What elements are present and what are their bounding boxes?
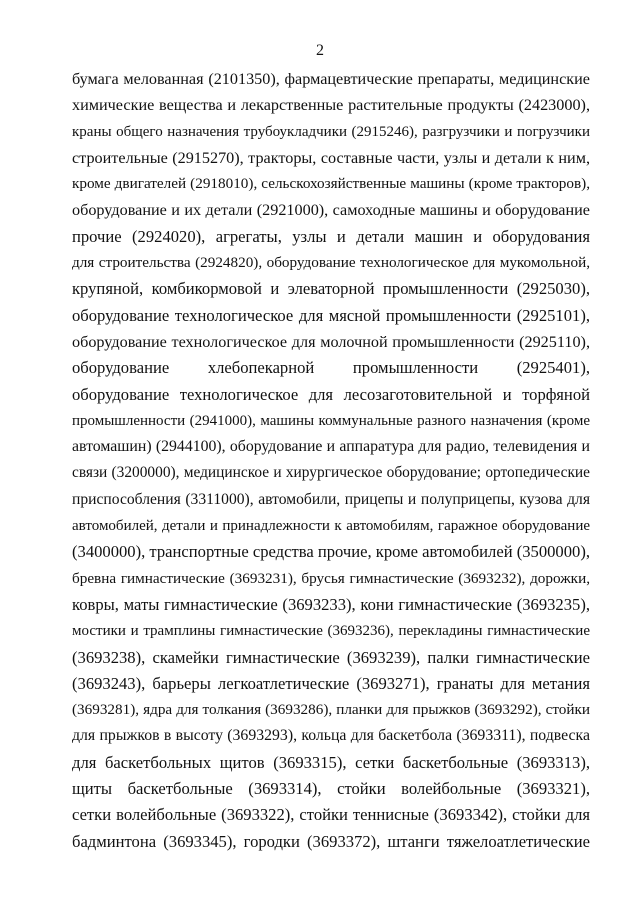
text-line-12: оборудование хлебопекарной промышленности (2925401), — [72, 358, 590, 378]
text-line-29: сетки волейбольные (3693322), стойки теннисные (3693342), стойки для — [72, 805, 590, 825]
text-line-10: оборудование технологическое для мясной промышленности (2925101), — [72, 305, 590, 325]
text-line-2: химические вещества и лекарственные растительные продукты (2423000), — [72, 96, 590, 115]
text-line-19: (3400000), транспортные средства прочие, кроме автомобилей (3500000), — [72, 542, 590, 562]
text-line-20: бревна гимнастические (3693231), брусья гимнастические (3693232), дорожки, — [72, 569, 590, 587]
text-line-23: (3693238), скамейки гимнастические (3693239), палки гимнастические — [72, 647, 590, 667]
text-line-24: (3693243), барьеры легкоатлетические (3693271), гранаты для метания — [72, 673, 590, 693]
text-line-11: оборудование технологическое для молочной промышленности (2925110), — [72, 332, 590, 351]
text-line-13: оборудование технологическое для лесозаготовительной и торфяной — [72, 384, 590, 404]
text-line-21: ковры, маты гимнастические (3693233), кони гимнастические (3693235), — [72, 594, 590, 614]
text-line-1: бумага мелованная (2101350), фармацевтические препараты, медицинские — [72, 70, 590, 88]
text-line-4: строительные (2915270), тракторы, составные части, узлы и детали к ним, — [72, 148, 590, 167]
text-line-5: кроме двигателей (2918010), сельскохозяйственные машины (кроме тракторов), — [72, 175, 590, 193]
text-line-3: краны общего назначения трубоукладчики (2915246), разгрузчики и погрузчики — [72, 123, 590, 140]
text-line-22: мостики и трамплины гимнастические (3693236), перекладины гимнастические — [72, 623, 590, 640]
text-line-27: для баскетбольных щитов (3693315), сетки баскетбольные (3693313), — [72, 752, 590, 772]
text-line-9: крупяной, комбикормовой и элеваторной промышленности (2925030), — [72, 279, 590, 299]
text-line-16: связи (3200000), медицинское и хирургическое оборудование; ортопедические — [72, 464, 590, 482]
body-text — [72, 66, 590, 855]
page-number: 2 — [316, 42, 324, 59]
text-line-28: щиты баскетбольные (3693314), стойки волейбольные (3693321), — [72, 779, 590, 799]
text-line-25: (3693281), ядра для толкания (3693286), планки для прыжков (3693292), стойки — [72, 701, 590, 719]
text-line-30: бадминтона (3693345), городки (3693372), штанги тяжелоатлетические — [72, 831, 590, 851]
text-line-6: оборудование и их детали (2921000), самоходные машины и оборудование — [72, 201, 590, 220]
text-line-8: для строительства (2924820), оборудование технологическое для мукомольной, — [72, 254, 590, 272]
text-line-14: промышленности (2941000), машины коммунальные разного назначения (кроме — [72, 412, 590, 429]
text-line-15: автомашин) (2944100), оборудование и аппаратура для радио, телевидения и — [72, 438, 590, 456]
text-line-7: прочие (2924020), агрегаты, узлы и детали машин и оборудования — [72, 226, 590, 246]
text-line-18: автомобилей, детали и принадлежности к автомобилям, гаражное оборудование — [72, 518, 590, 535]
text-line-17: приспособления (3311000), автомобили, прицепы и полуприцепы, кузова для — [72, 490, 590, 508]
text-line-26: для прыжков в высоту (3693293), кольца для баскетбола (3693311), подвеска — [72, 727, 590, 745]
